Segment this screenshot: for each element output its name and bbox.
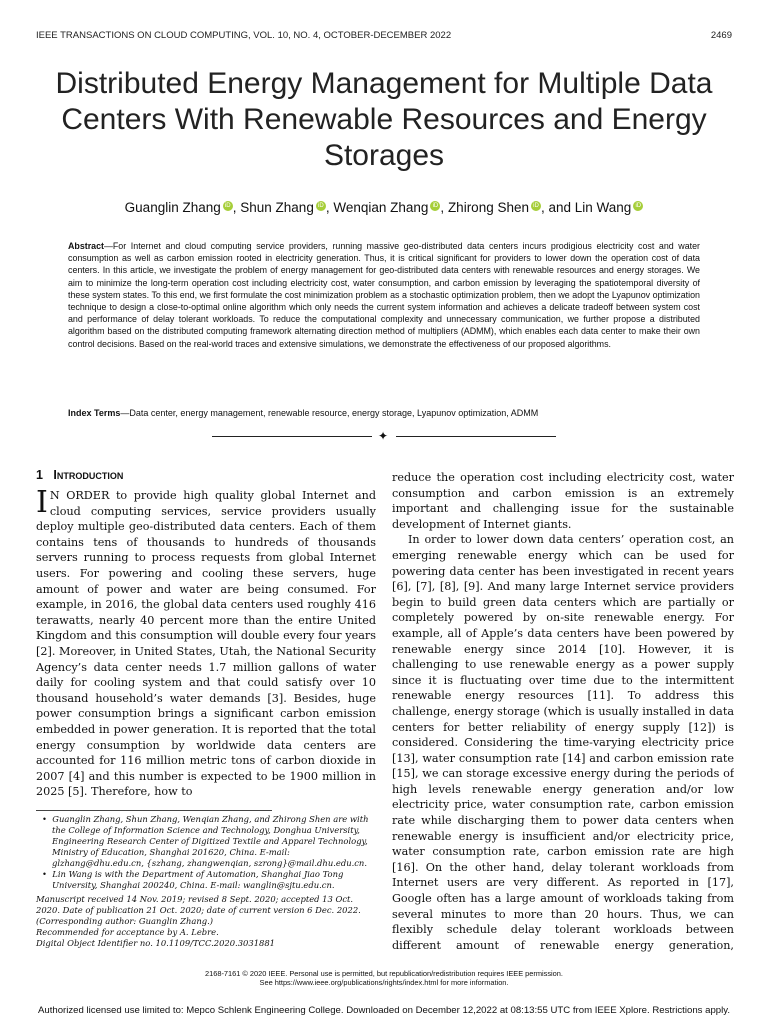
running-header: IEEE TRANSACTIONS ON CLOUD COMPUTING, VOL. 10, NO. 4, OCTOBER-DECEMBER 2022 xyxy=(36,30,452,41)
author-separator: , xyxy=(232,200,241,215)
copyright-line: 2168-7161 © 2020 IEEE. Personal use is permitted, but republication/redistribution requires IEEE permission. xyxy=(205,969,563,978)
section-number: 1 xyxy=(36,468,43,482)
left-column xyxy=(36,488,376,803)
index-terms-text: —Data center, energy management, renewable resource, energy storage, Lyapunov optimization, ADMM xyxy=(120,408,539,418)
author-name: Lin Wang xyxy=(574,200,632,215)
section-divider xyxy=(212,430,556,444)
intro-text: to provide high quality global Internet and cloud computing services, service providers usually deploy multiple geo-distributed data centers. Each of them contains tens of thousands to hundreds of thousands servers running to process requests from global Internet users. For powering and cooling these servers, huge amount of power and water are being consumed. For example, in 2016, the global data centers used roughly 416 terawatts, nearly 40 percent more than the entire United Kingdom and this consumption will double every four years [2]. Moreover, in United States, Utah, the National Security Agency’s data center needs 1.7 million gallons of water daily for cooling system and that could satisfy over 10 thousand household’s water demands [3]. Besides, huge power consumption brings a significant carbon emission embedded in power generation. It is reported that the total energy consumption by worldwide data centers are accounted for 116 million metric tons of carbon dioxide in 2007 [4] and this number is expected to be 1900 million in 2025 [5]. Therefore, how to xyxy=(36,489,376,799)
bullet-icon: • xyxy=(42,869,47,879)
author-separator: , xyxy=(440,200,448,215)
intro-first-words: N ORDER xyxy=(49,489,110,502)
footnote-text: Lin Wang is with the Department of Automation, Shanghai Jiao Tong University, Shanghai 200240, China. E-mail: wanglin@sjtu.edu.cn. xyxy=(52,869,344,890)
abstract xyxy=(68,240,700,350)
authorized-use-banner: Authorized licensed use limited to: Mepco Schlenk Engineering College. Downloaded on December 12,2022 at 08:13:55 UTC from IEEE Xplore. Restrictions apply. xyxy=(37,1005,730,1016)
orcid-icon[interactable]: iD xyxy=(430,201,440,211)
index-terms xyxy=(68,408,700,418)
rights-link[interactable]: See https://www.ieee.org/publications/rights/index.html for more information. xyxy=(259,978,509,987)
footnotes xyxy=(36,814,376,949)
abstract-label: Abstract xyxy=(68,241,105,251)
footnote-item xyxy=(36,869,376,891)
orcid-icon[interactable]: iD xyxy=(633,201,643,211)
footnote-text: Guanglin Zhang, Shun Zhang, Wenqian Zhang, and Zhirong Shen are with the College of Information Science and Technology, Donghua University, Engineering Research Center of Digitized Textile and Apparel Technology, Ministry of Education, Shanghai 201620, China. E-mail: glzhang@dhu.edu.cn, {szhang, zhangwenqian, szrong}@mail.dhu.edu.cn. xyxy=(52,814,369,868)
orcid-icon[interactable]: iD xyxy=(223,201,233,211)
author-name: Guanglin Zhang xyxy=(124,200,221,215)
copyright-notice xyxy=(100,969,668,987)
right-column xyxy=(392,470,734,955)
footnote-item xyxy=(36,814,376,869)
page-number: 2469 xyxy=(710,30,732,41)
author-separator: , xyxy=(325,200,334,215)
doi[interactable]: Digital Object Identifier no. 10.1109/TCC.2020.3031881 xyxy=(36,938,276,948)
paper-title: Distributed Energy Management for Multiple Data Centers With Renewable Resources and Energy Storages xyxy=(55,67,713,172)
recommended-by: Recommended for acceptance by A. Lebre. xyxy=(36,927,219,937)
author-name: Shun Zhang xyxy=(240,200,314,215)
section-heading xyxy=(36,468,123,482)
footnote-rule xyxy=(36,810,272,811)
drop-cap: I xyxy=(36,488,48,520)
corresponding-author: (Corresponding author: Guanglin Zhang.) xyxy=(36,916,214,926)
author-name: Zhirong Shen xyxy=(447,200,529,215)
author-list xyxy=(40,200,728,215)
orcid-icon[interactable]: iD xyxy=(316,201,326,211)
divider-line xyxy=(212,436,372,437)
intro-paragraph xyxy=(36,488,376,800)
paragraph: In order to lower down data centers’ operation cost, an emerging renewable energy which can be used for powering data center has been investigated in recent years [6], [7], [8], [9]. And many large Internet service providers begin to build green data centers which are partially or completely powered by on-site renewable energy. For example, all of Apple’s data centers have been powered by renewable energy since 2014 [10]. However, it is challenging to use renewable energy as a power supply since it is fluctuating over time due to the intermittent renewable energy resources [11]. To address this challenge, energy storage (which is usually installed in data centers for better reliability of energy supply [12]) is considered. Considering the time-varying electricity price [13], water consumption rate [14] and carbon emission rate [15], we can storage excessive energy during the periods of high levels renewable energy generation and/or low electricity price, water consumption rate, carbon emission rate while discharging them to power data centers when renewable energy is insufficient and/or electricity price, water consumption rate, carbon emission rate are high [16]. On the other hand, delay tolerant workloads from Internet users are very different. As reported in [17], Google often has a large amount of workloads taking from several minutes to more than 20 hours. Thus, we can flexibly schedule delay tolerant workloads between different amount of renewable energy generation, xyxy=(392,533,734,952)
paragraph: reduce the operation cost including electricity cost, water consumption and carbon emission is an extremely important and challenging issue for the sustainable development of Internet giants. xyxy=(392,471,734,531)
author-separator: , and xyxy=(541,200,575,215)
manuscript-dates: Manuscript received 14 Nov. 2019; revised 8 Sept. 2020; accepted 13 Oct. 2020. Date of publication 21 Oct. 2020; date of current version 6 Dec. 2022. xyxy=(36,894,361,915)
divider-line xyxy=(396,436,556,437)
bullet-icon: • xyxy=(42,814,47,824)
abstract-text: —For Internet and cloud computing service providers, running massive geo-distributed data centers incurs prodigious electricity cost and water consumption as well as carbon emission rooted in electricity generation. Thus, it is critical significant for providers to lower down the operation cost of data centers. In this article, we investigate the problem of energy management for geo-distributed data centers with renewable resources and energy storages. We aim to minimize the long-term operation cost including electricity cost, water consumption, and carbon emission by leveraging the spatiotemporal diversity of these system states. To this end, we first formulate the cost minimization problem as a stochastic optimization problem, then we adopt the Lyapunov optimization technique to design a close-to-optimal online algorithm which only needs the current system information and achieves a delicate tradeoff between system cost and performance of delay tolerant workloads. To reduce the computational complexity and unnecessary communication, we further propose a distributed algorithm based on the distributed computing framework alternating direction method of multipliers (ADMM), which enables each data center to make their own control decisions. Based on the real-world traces and extensive simulations, we demonstrate the effectiveness of our proposed algorithms. xyxy=(68,241,700,349)
author-name: Wenqian Zhang xyxy=(333,200,429,215)
diamond-icon: ✦ xyxy=(378,429,389,443)
orcid-icon[interactable]: iD xyxy=(531,201,541,211)
index-terms-label: Index Terms xyxy=(68,408,121,418)
section-title: Introduction xyxy=(53,468,124,482)
